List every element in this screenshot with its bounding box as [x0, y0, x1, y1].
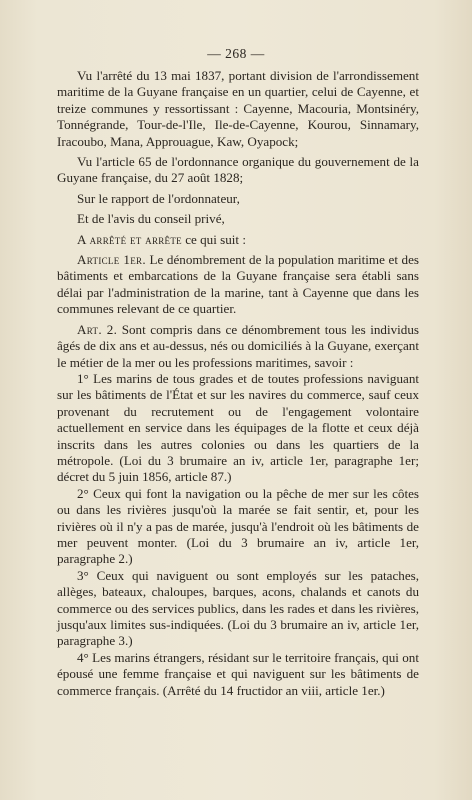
paragraph-text: Vu l'arrêté du 13 mai 1837, portant division de l'arrondissement maritime de la Guyane française en un quartier, celui de Cayenne, et treize communes y ressortissant : Cayenne, Macouria, Montsinéry, Tonnégrande, Tour-de-l'Ile, Ile-de-Cayenne, Kourou, Sinnamary, Iracoubo, Mana, Approuague, Kaw, Oyapock;: [57, 68, 419, 149]
paragraph-text: 1° Les marins de tous grades et de toutes professions naviguant sur les bâtiments de l'État et sur les navires du commerce, sauf ceux provenant du recrutement ou de l'engagement volontaire actuellement en service dans les équipages de la flotte et ceux déjà inscrits dans les autres colonies ou dans les quartiers de la métropole. (Loi du 3 brumaire an iv, article 1er, paragraphe 1er; décret du 5 juin 1856, article 87.): [57, 370, 419, 485]
paragraph-text: 4° Les marins étrangers, résidant sur le territoire français, qui ont épousé une femme française et qui naviguent sur les bâtiments de commerce français. (Arrêté du 14 fructidor an viii, article 1er.): [57, 649, 419, 698]
paragraph-lead: A arrêté et arrête: [77, 231, 182, 247]
paragraph-text: Et de l'avis du conseil privé,: [77, 211, 225, 227]
paragraph-text: Le dénombrement de la population maritime et des bâtiments et embarcations de la Guyane française sera établi sans délai par l'administration de la marine, tant à Cayenne que dans les communes relevant de ce quartier.: [57, 252, 419, 317]
paragraph-text: Sur le rapport de l'ordonnateur,: [77, 190, 240, 206]
paragraph-text: Sont compris dans ce dénombrement tous les individus âgés de dix ans et au-dessus, nés ou domiciliés à la Guyane, exerçant le métier de la mer ou les professions maritimes, savoir :: [57, 321, 419, 370]
paragraph-item-3: [57, 568, 419, 650]
paragraph-text: ce qui suit :: [181, 231, 246, 247]
paragraph-avis: [57, 211, 419, 227]
paragraph-article-65: [57, 154, 419, 187]
paragraph-item-2: [57, 486, 419, 568]
paragraph-text: 2° Ceux qui font la navigation ou la pêche de mer sur les côtes ou dans les rivières jusqu'où la marée se fait sentir, et, pour les rivières où il n'y a pas de marée, jusqu'à l'endroit où les bâtiments de mer peuvent monter. (Loi du 3 brumaire an iv, article 1er, paragraphe 2.): [57, 485, 419, 567]
document-body: [57, 68, 419, 699]
page-number: — 268 —: [207, 46, 265, 61]
paragraph-lead: Art. 2.: [77, 321, 118, 337]
paragraph-item-4: [57, 650, 419, 699]
paragraph-arrete-1837: [57, 68, 419, 150]
paragraph-arrete-formula: [57, 232, 419, 248]
paragraph-item-1: [57, 371, 419, 486]
paragraph-text: Vu l'article 65 de l'ordonnance organique du gouvernement de la Guyane française, du 27 août 1828;: [57, 154, 419, 186]
paragraph-rapport: [57, 191, 419, 207]
paragraph-text: 3° Ceux qui naviguent ou sont employés sur les pataches, allèges, bateaux, chaloupes, barques, acons, chalands et canots du commerce ou des services publics, dans les rades et dans les rivières, jusqu'aux limites sus-indiquées. (Loi du 3 brumaire an iv, article 1er, paragraphe 3.): [57, 567, 419, 649]
paragraph-article-2: [57, 322, 419, 371]
paragraph-lead: Article 1er.: [77, 252, 146, 268]
paragraph-article-1: [57, 252, 419, 318]
